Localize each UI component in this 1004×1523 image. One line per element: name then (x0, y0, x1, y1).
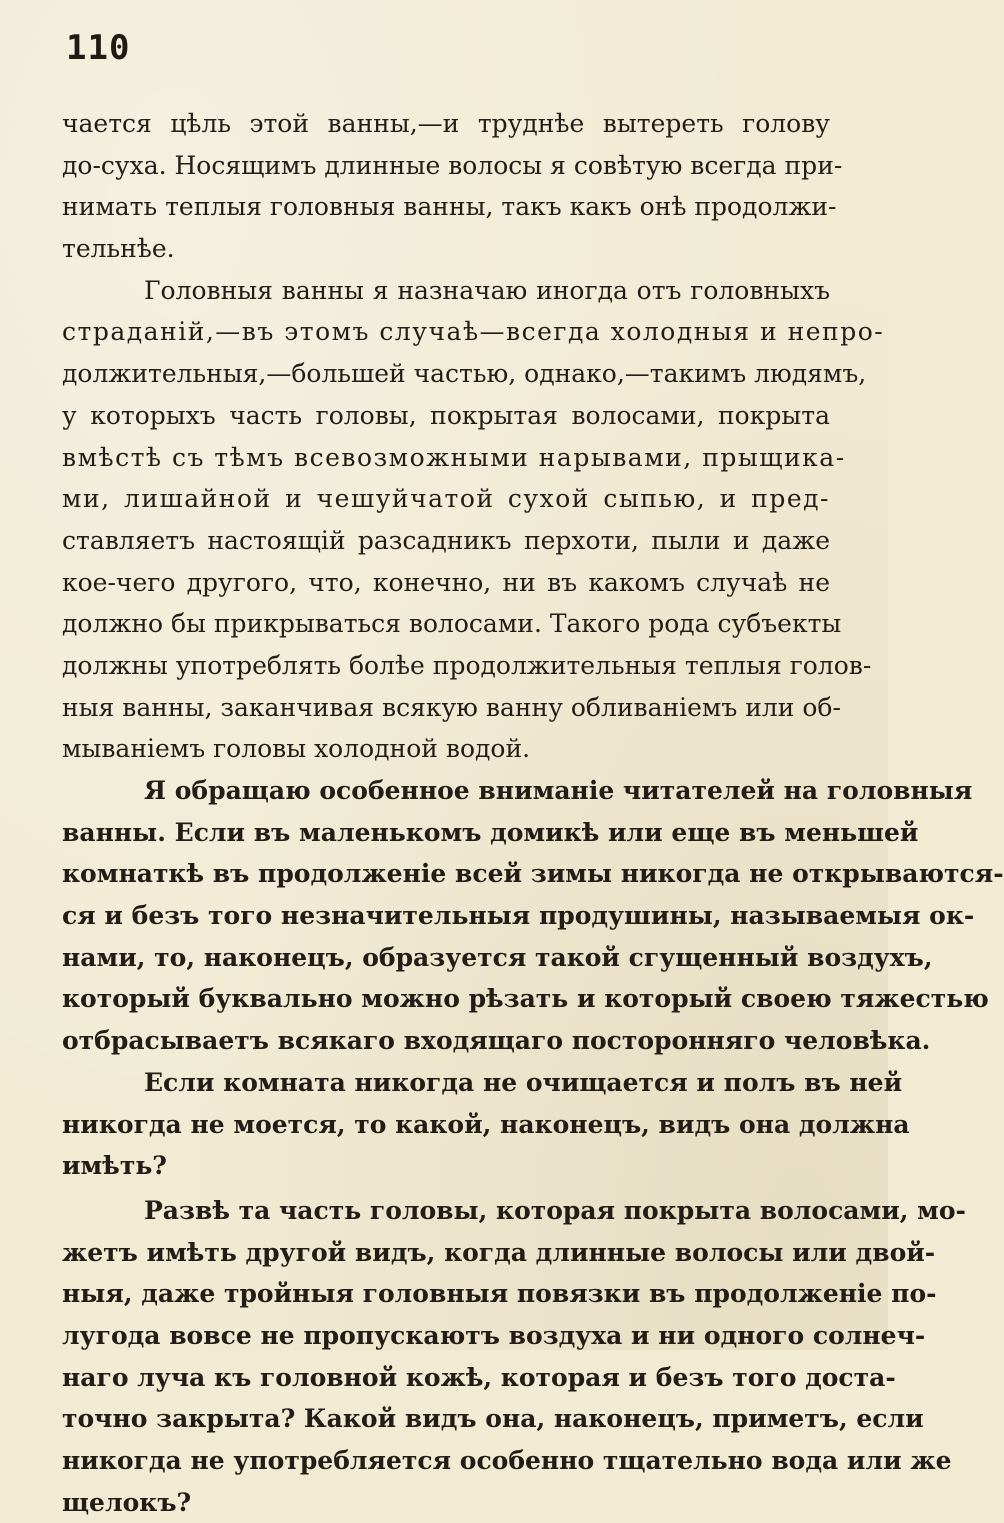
body-text (62, 103, 1004, 1523)
paragraph-start: Если комната никогда не очищается и полъ въ ней (144, 1067, 903, 1097)
text-line: лугода вовсе не пропускаютъ воздуха и ни одного солнеч- (62, 1320, 926, 1350)
text-line: ныя ванны, заканчивая всякую ванну обливаніемъ или об- (62, 692, 841, 722)
text-line: должительныя,—большей частью, однако,—такимъ людямъ, (62, 359, 867, 389)
text-line: кое-чего другого, что, конечно, ни въ какомъ случаѣ не (62, 567, 830, 597)
text-line: ванны. Если въ маленькомъ домикѣ или еще въ меньшей (62, 817, 919, 847)
text-line: комнаткѣ въ продолженіе всей зимы никогда не открываются- (62, 859, 1004, 889)
text-line: наго луча къ головной кожѣ, которая и безъ того доста- (62, 1362, 896, 1392)
text-line: мываніемъ головы холодной водой. (62, 734, 531, 764)
text-line: отбрасываетъ всякаго входящаго посторонняго человѣка. (62, 1026, 931, 1056)
text-line: страданій,—въ этомъ случаѣ—всегда холодныя и непро- (62, 317, 885, 347)
text-line: ся и безъ того незначительныя продушины, называемыя ок- (62, 901, 975, 931)
text-line: тельнѣе. (62, 234, 175, 264)
text-line: ставляетъ настоящій разсадникъ перхоти, пыли и даже (62, 525, 830, 555)
text-line: чается цѣль этой ванны,—и труднѣе вытереть голову (62, 109, 830, 138)
text-line: жетъ имѣть другой видъ, когда длинные волосы или двой- (62, 1237, 936, 1267)
page-number: 110 (66, 28, 131, 68)
text-line: должны употреблять болѣе продолжительныя теплыя голов- (62, 650, 872, 680)
text-line: должно бы прикрываться волосами. Такого рода субъекты (62, 609, 842, 639)
text-line: у которыхъ часть головы, покрытая волосами, покрыта (62, 400, 830, 430)
text-line: который буквально можно рѣзать и который своею тяжестью (62, 984, 989, 1014)
paragraph-start: Головныя ванны я назначаю иногда отъ головныхъ (144, 275, 830, 305)
text-line: нами, то, наконецъ, образуется такой сгущенный воздухъ, (62, 942, 933, 972)
text-line: точно закрыта? Какой видъ она, наконецъ, приметъ, если (62, 1404, 924, 1434)
text-line: ныя, даже тройныя головныя повязки въ продолженіе по- (62, 1279, 937, 1309)
text-line: вмѣстѣ съ тѣмъ всевозможными нарывами, прыщика- (62, 442, 846, 472)
text-line: щелокъ? (62, 1487, 192, 1517)
paragraph-start: Развѣ та часть головы, которая покрыта волосами, мо- (144, 1195, 966, 1225)
text-line: нимать теплыя головныя ванны, такъ какъ онѣ продолжи- (62, 192, 837, 222)
text-line: до-суха. Носящимъ длинные волосы я совѣтую всегда при- (62, 150, 843, 180)
text-line: никогда не употребляется особенно тщательно вода или же (62, 1446, 952, 1475)
text-line: ми, лишайной и чешуйчатой сухой сыпью, и пред- (62, 484, 830, 514)
paragraph-start: Я обращаю особенное вниманіе читателей на головныя (144, 776, 973, 805)
text-line: никогда не моется, то какой, наконецъ, видъ она должна (62, 1109, 910, 1139)
text-line: имѣть? (62, 1151, 167, 1181)
